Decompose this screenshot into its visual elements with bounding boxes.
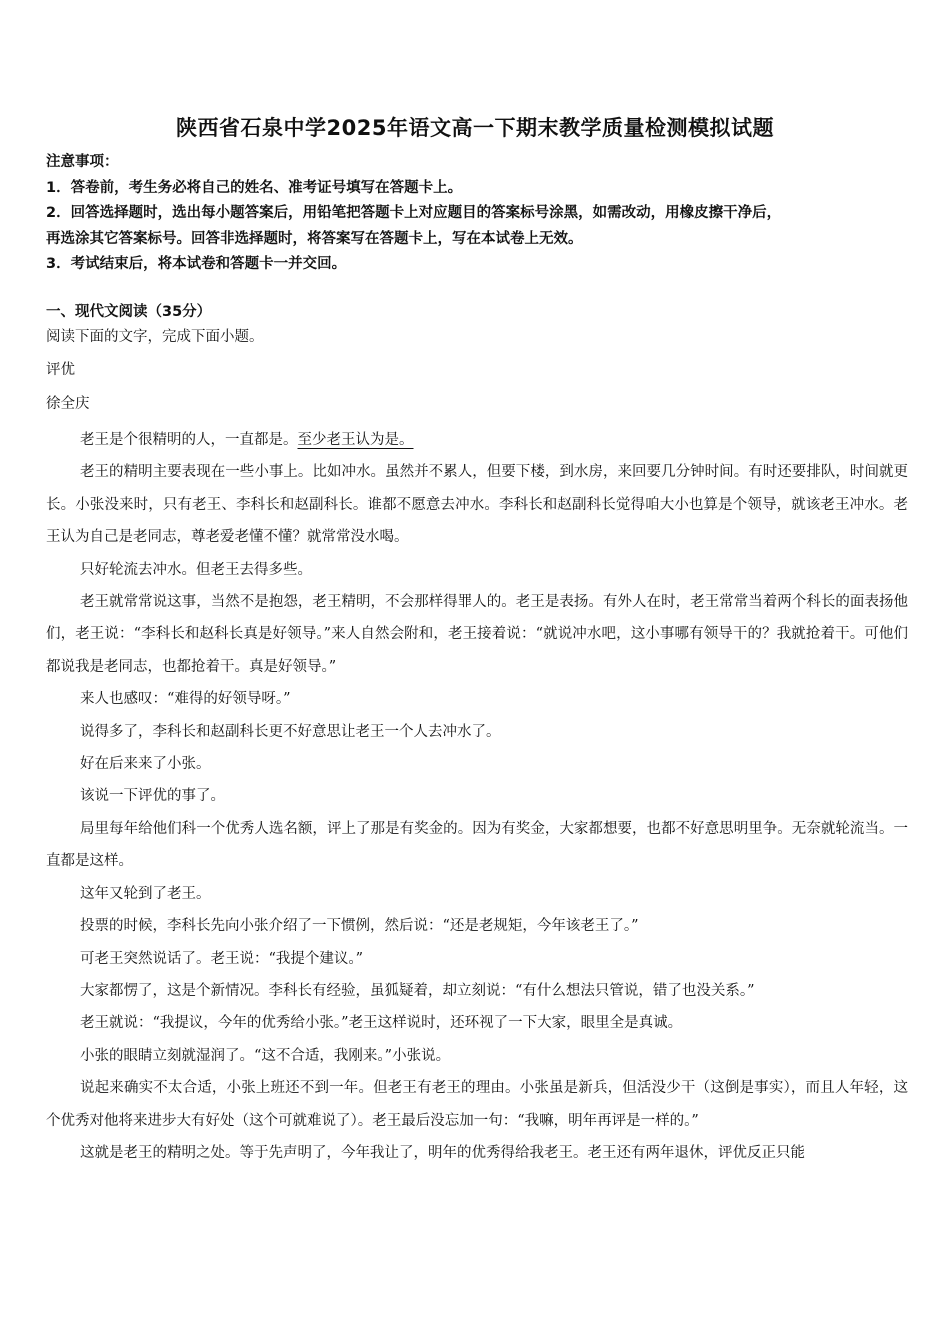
article-paragraph: 投票的时候，李科长先向小张介绍了一下惯例，然后说：“还是老规矩，今年该老王了。” [80, 918, 639, 935]
notes-block [46, 150, 916, 278]
article-paragraph: 该说一下评优的事了。 [80, 788, 225, 805]
notes-heading: 注意事项： [46, 154, 119, 170]
underlined-sentence: 至少老王认为是。 [297, 432, 414, 448]
article-paragraph: 可老王突然说话了。老王说：“我提个建议。” [80, 950, 364, 967]
article-author: 徐全庆 [46, 396, 90, 412]
article-title: 评优 [46, 362, 75, 378]
article-paragraph: 说起来确实不太合适，小张上班还不到一年。但老王有老王的理由。小张虽是新兵，但活没少干（这倒是事实），而且人年轻，这个优秀对他将来进步大有好处（这个可就难说了）。老王最后没忘加一句：“我嘛，明年再评是一样的。” [46, 1080, 908, 1129]
article-paragraph: 好在后来来了小张。 [80, 756, 211, 773]
notes-item: 3．考试结束后，将本试卷和答题卡一并交回。 [46, 256, 347, 272]
article-paragraph: 说得多了，李科长和赵副科长更不好意思让老王一个人去冲水了。 [80, 723, 501, 740]
article-paragraph: 这年又轮到了老王。 [80, 885, 211, 902]
section-header [46, 300, 916, 350]
article-paragraph: 老王的精明主要表现在一些小事上。比如冲水。虽然并不累人，但要下楼，到水房，来回要几分钟时间。有时还要排队，时间就更长。小张没来时，只有老王、李科长和赵副科长。谁都不愿意去冲水。李科长和赵副科长觉得咱大小也算是个领导，就该老王冲水。老王认为自己是老同志，尊老爱老懂不懂？就常常没水喝。 [46, 464, 908, 546]
notes-item: 2．回答选择题时，选出每小题答案后，用铅笔把答题卡上对应题目的答案标号涂黑，如需改动，用橡皮擦干净后， [46, 205, 782, 221]
paragraph-text: 老王是个很精明的人，一直都是。 [80, 432, 298, 448]
article-paragraph: 来人也感叹：“难得的好领导呀。” [80, 691, 291, 708]
notes-item: 1．答卷前，考生务必将自己的姓名、准考证号填写在答题卡上。 [46, 179, 463, 196]
article-paragraph: 这就是老王的精明之处。等于先声明了，今年我让了，明年的优秀得给我老王。老王还有两年退休，评优反正只能 [80, 1144, 805, 1161]
article-paragraph [46, 424, 908, 456]
section-heading: 一、现代文阅读（35分） [46, 304, 212, 320]
notes-item: 再选涂其它答案标号。回答非选择题时，将答案写在答题卡上，写在本试卷上无效。 [46, 230, 583, 247]
article-body [46, 424, 908, 1169]
article-paragraph: 局里每年给他们科一个优秀人选名额，评上了那是有奖金的。因为有奖金，大家都想要，也都不好意思明里争。无奈就轮流当。一直都是这样。 [46, 820, 908, 870]
document-title: 陕西省石泉中学2025年语文高一下期末教学质量检测模拟试题 [176, 116, 774, 140]
article-paragraph: 大家都愣了，这是个新情况。李科长有经验，虽狐疑着，却立刻说：“有什么想法只管说，错了也没关系。” [80, 982, 755, 999]
article-paragraph: 只好轮流去冲水。但老王去得多些。 [80, 561, 312, 578]
section-instruction: 阅读下面的文字，完成下面小题。 [46, 329, 264, 345]
article-paragraph: 老王就常常说这事，当然不是抱怨，老王精明，不会那样得罪人的。老王是表扬。有外人在时，老王常常当着两个科长的面表扬他们，老王说：“李科长和赵科长真是好领导。”来人自然会附和，老王接着说：“就说冲水吧，这小事哪有领导干的？我就抢着干。可他们都说我是老同志，也都抢着干。真是好领导。” [46, 594, 908, 675]
article-paragraph: 小张的眼睛立刻就湿润了。“这不合适，我刚来。”小张说。 [80, 1047, 451, 1064]
article-paragraph: 老王就说：“我提议，今年的优秀给小张。”老王这样说时，还环视了一下大家，眼里全是真诚。 [80, 1015, 683, 1032]
